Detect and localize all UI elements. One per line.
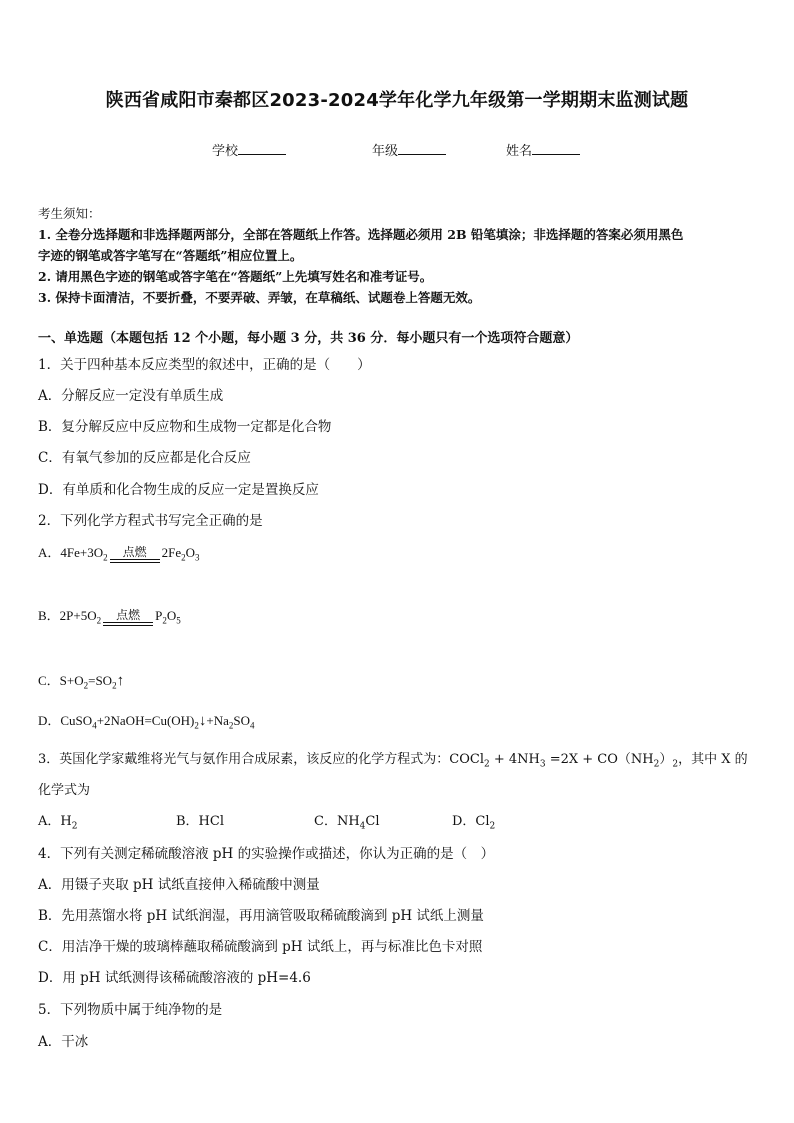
- equals-bar: [103, 622, 153, 626]
- question-1-option-a[interactable]: A．分解反应一定没有单质生成: [38, 388, 224, 404]
- subscript: 2: [228, 720, 234, 731]
- stem-part: ，其中 X 的: [678, 752, 748, 767]
- equals-bar: [110, 559, 160, 563]
- stem-part: 3．英国化学家戴维将光气与氨作用合成尿素，该反应的化学方程式为：COCl: [38, 752, 484, 767]
- option-text: B．HCl: [176, 814, 224, 829]
- products: P: [155, 608, 163, 623]
- grade-label: 年级: [372, 144, 399, 159]
- reactants: 4Fe+3O: [60, 545, 104, 560]
- subscript: 4: [359, 821, 366, 832]
- question-3-stem: [38, 748, 758, 770]
- school-label: 学校: [212, 144, 239, 159]
- subscript: 4: [250, 720, 255, 731]
- question-5-stem: 5．下列物质中属于纯净物的是: [38, 1002, 223, 1018]
- question-3-option-b[interactable]: [176, 810, 224, 829]
- question-3-stem-line2: 化学式为: [38, 783, 91, 798]
- name-label: 姓名: [506, 144, 533, 159]
- page-title: 陕西省咸阳市秦都区2023-2024学年化学九年级第一学期期末监测试题: [105, 90, 689, 111]
- school-field[interactable]: [212, 140, 286, 159]
- question-3-option-a[interactable]: [38, 810, 77, 832]
- grade-field[interactable]: [372, 140, 446, 159]
- question-3-option-c[interactable]: [314, 810, 380, 832]
- formula-part: =SO: [88, 673, 113, 688]
- option-text: D．Cl: [452, 814, 490, 829]
- option-label: D．: [38, 713, 61, 728]
- subscript: 2: [103, 552, 108, 563]
- question-1-stem: 1．关于四种基本反应类型的叙述中，正确的是（ ）: [38, 357, 371, 373]
- school-blank[interactable]: [238, 142, 286, 155]
- question-4-stem: 4．下列有关测定稀硫酸溶液 pH 的实验操作或描述，你认为正确的是（ ）: [38, 846, 495, 862]
- option-text: Cl: [365, 814, 380, 829]
- question-2-option-c[interactable]: [38, 670, 124, 691]
- question-1-option-d[interactable]: D．有单质和化合物生成的反应一定是置换反应: [38, 482, 319, 498]
- section-heading: 一、单选题（本题包括 12 个小题，每小题 3 分，共 36 分．每小题只有一个选项符合题意）: [38, 331, 579, 346]
- subscript: 2: [162, 615, 167, 626]
- question-5-option-a[interactable]: A．干冰: [38, 1034, 89, 1050]
- subscript: 2: [112, 680, 117, 691]
- formula-part: CuSO: [60, 713, 93, 728]
- products-o: O: [166, 608, 177, 623]
- precipitate-arrow-icon: ↓: [198, 713, 207, 729]
- question-2-stem: 2．下列化学方程式书写完全正确的是: [38, 513, 263, 529]
- question-4-option-b[interactable]: B．先用蒸馏水将 pH 试纸润湿，再用滴管吸取稀硫酸滴到 pH 试纸上测量: [38, 908, 484, 924]
- name-field[interactable]: [506, 140, 580, 159]
- notice-item: 3. 保持卡面清洁，不要折叠，不要弄破、弄皱，在草稿纸、试题卷上答题无效。: [38, 290, 481, 305]
- subscript: 3: [195, 552, 200, 563]
- exam-notice: [38, 203, 758, 308]
- reaction-condition: [110, 545, 160, 563]
- condition-text: 点燃: [122, 545, 147, 560]
- subscript: 2: [489, 821, 496, 832]
- products: 2Fe: [161, 545, 182, 560]
- subscript: 2: [181, 552, 186, 563]
- question-4-option-d[interactable]: D．用 pH 试纸测得该稀硫酸溶液的 pH=4.6: [38, 970, 311, 986]
- subscript: 2: [96, 615, 102, 626]
- reactants: 2P+5O: [59, 608, 97, 623]
- formula-part: SO: [233, 713, 251, 728]
- stem-part: =2X + CO（NH: [545, 752, 654, 767]
- question-4-option-c[interactable]: C．用洁净干燥的玻璃棒蘸取稀硫酸滴到 pH 试纸上，再与标准比色卡对照: [38, 939, 483, 955]
- subscript: 2: [194, 720, 199, 731]
- question-4-option-a[interactable]: A．用镊子夹取 pH 试纸直接伸入稀硫酸中测量: [38, 877, 320, 893]
- option-label: A．: [38, 545, 61, 560]
- question-3-option-d[interactable]: [452, 810, 495, 832]
- option-label: C．: [38, 673, 60, 688]
- reaction-condition: [103, 608, 153, 626]
- condition-text: 点燃: [116, 608, 141, 623]
- notice-item: 字迹的钢笔或答字笔写在“答题纸”相应位置上。: [38, 248, 303, 263]
- question-1-option-c[interactable]: C．有氧气参加的反应都是化合反应: [38, 450, 251, 466]
- subscript: 2: [83, 680, 89, 691]
- question-1-option-b[interactable]: B．复分解反应中反应物和生成物一定都是化合物: [38, 419, 332, 435]
- stem-part: + 4NH: [489, 752, 540, 767]
- question-2-option-b[interactable]: [38, 605, 181, 626]
- option-text: A．H: [38, 814, 72, 829]
- formula-part: +2NaOH=Cu(OH): [96, 713, 195, 728]
- stem-part: ）: [659, 752, 673, 767]
- question-2-option-d[interactable]: [38, 710, 255, 731]
- question-2-option-a[interactable]: [38, 542, 200, 563]
- subscript: 5: [176, 615, 181, 626]
- formula-part: +Na: [206, 713, 229, 728]
- notice-heading: 考生须知：: [38, 206, 101, 221]
- notice-item: 2. 请用黑色字迹的钢笔或答字笔在“答题纸”上先填写姓名和准考证号。: [38, 269, 433, 284]
- subscript: 2: [672, 759, 679, 770]
- grade-blank[interactable]: [398, 142, 446, 155]
- subscript: 3: [539, 759, 546, 770]
- notice-item: 1. 全卷分选择题和非选择题两部分，全部在答题纸上作答。选择题必须用 2B 铅笔填涂；非选择题的答案必须用黑色: [38, 227, 684, 242]
- subscript: 2: [483, 759, 490, 770]
- products-o: O: [185, 545, 196, 560]
- option-text: C．NH: [314, 814, 360, 829]
- subscript: 2: [71, 821, 78, 832]
- gas-arrow-icon: ↑: [116, 673, 125, 689]
- option-label: B．: [38, 608, 60, 623]
- subscript: 4: [92, 720, 97, 731]
- formula-part: S+O: [59, 673, 84, 688]
- name-blank[interactable]: [532, 142, 580, 155]
- subscript: 2: [653, 759, 660, 770]
